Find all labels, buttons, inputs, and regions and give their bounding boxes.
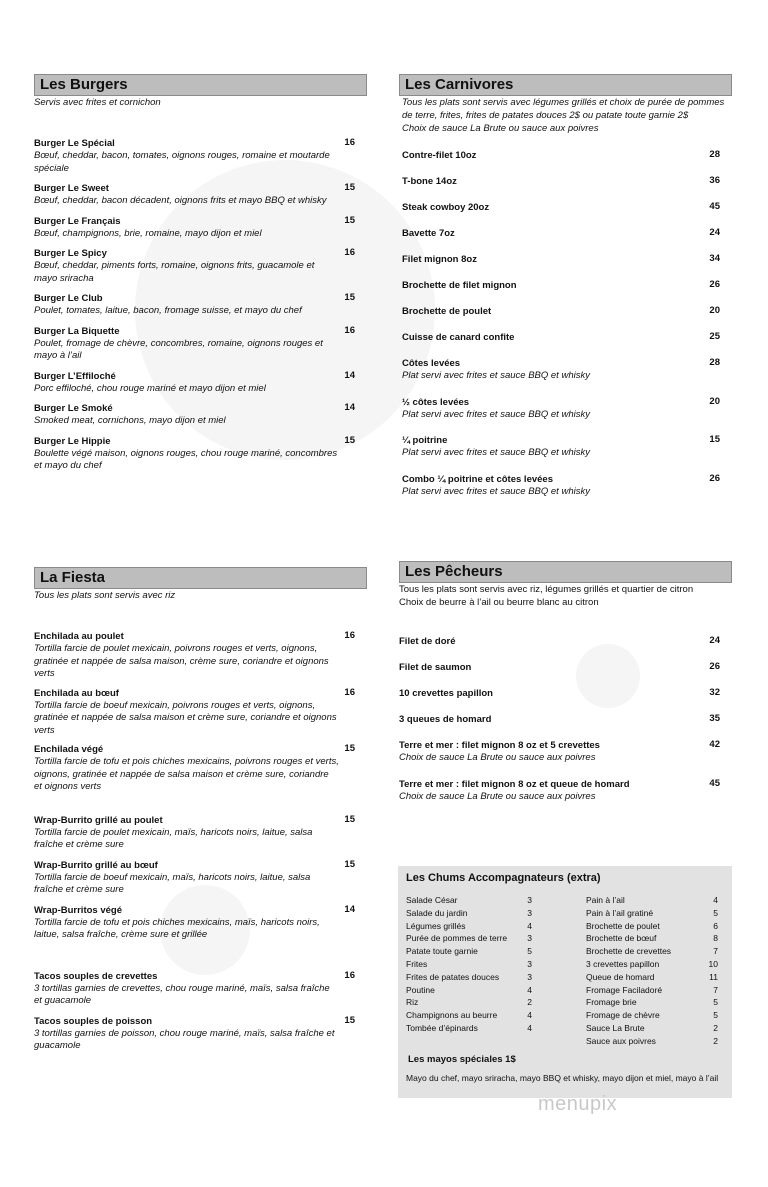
- menu-item-name: Terre et mer : filet mignon 8 oz et 5 crevettes: [399, 740, 600, 751]
- menu-item: [34, 137, 355, 175]
- menu-item-price: 35: [709, 713, 720, 724]
- menu-item: [34, 325, 355, 363]
- menu-item-name: Côtes levées: [402, 358, 461, 369]
- side-item-name: Brochette de poulet: [586, 920, 660, 931]
- menu-item-price: 16: [344, 247, 355, 258]
- menu-item: [402, 357, 720, 383]
- menu-item: [34, 402, 355, 428]
- menu-item: [399, 739, 720, 765]
- menu-item-description: Smoked meat, cornichons, mayo dijon et miel: [34, 415, 226, 426]
- menu-item: [399, 713, 720, 726]
- menu-item: [402, 175, 720, 188]
- menu-item-price: 36: [709, 175, 720, 186]
- side-item-price: 11: [709, 971, 718, 982]
- menu-item: [399, 635, 720, 648]
- side-item-name: Sauce La Brute: [586, 1022, 645, 1033]
- menu-item-name: Filet de doré: [399, 636, 456, 647]
- side-item-price: 6: [713, 920, 718, 931]
- side-item-price: 5: [713, 907, 718, 918]
- menu-item: [34, 435, 355, 473]
- menu-item-name: Enchilada au poulet: [34, 631, 124, 642]
- side-item-price: 3: [527, 971, 532, 982]
- menu-item-name: Tacos souples de poisson: [34, 1015, 153, 1027]
- side-item: [406, 907, 532, 920]
- side-item: [406, 1009, 532, 1022]
- burgers-title: Les Burgers: [34, 74, 367, 96]
- side-item: [406, 996, 532, 1009]
- menu-item: [34, 1015, 355, 1053]
- fiesta-section: [34, 567, 367, 1060]
- side-item: [586, 932, 718, 945]
- menu-item: [34, 970, 355, 1008]
- side-item-name: Patate toute garnie: [406, 946, 478, 957]
- carnivores-section: [399, 74, 732, 511]
- side-item-price: 4: [527, 920, 532, 931]
- menu-item-name: Enchilada végé: [34, 744, 104, 755]
- menu-item: [34, 859, 355, 897]
- side-item: [586, 894, 718, 907]
- menu-item-name: Filet mignon 8oz: [402, 254, 477, 265]
- side-item-price: 5: [713, 1010, 718, 1021]
- menu-item-price: 34: [709, 253, 720, 264]
- menu-item-description: Tortilla farcie de tofu et pois chiches mexicains, maïs, haricots noirs, laitue, salsa fraîche, crème sure et grillée: [34, 916, 320, 940]
- menu-item-description: Plat servi avec frites et sauce BBQ et whisky: [402, 485, 590, 497]
- menu-item-name: Burger Le Hippie: [34, 435, 111, 447]
- side-item: [586, 1022, 718, 1035]
- menu-item-name: Burger Le Spécial: [34, 138, 115, 149]
- menu-item-description: Plat servi avec frites et sauce BBQ et whisky: [402, 370, 590, 381]
- menu-item-name: Combo ¼ poitrine et côtes levées: [402, 473, 553, 485]
- menu-item: [402, 331, 720, 344]
- menu-item-description: Porc effiloché, chou rouge mariné et mayo dijon et miel: [34, 382, 266, 394]
- menu-item: [399, 778, 720, 804]
- menu-item-description: Bœuf, cheddar, piments forts, romaine, oignons frits, guacamole et mayo sriracha: [34, 260, 315, 284]
- menu-item: [34, 370, 355, 396]
- side-item-name: Fromage Faciladoré: [586, 984, 663, 995]
- menu-item-price: 26: [709, 661, 720, 672]
- carnivores-subtitle-sauce: Choix de sauce La Brute ou sauce aux poivres: [402, 123, 599, 134]
- menu-item-price: 15: [344, 743, 355, 754]
- menu-item-price: 45: [709, 777, 720, 789]
- side-item: [586, 984, 718, 997]
- side-item-name: Fromage brie: [586, 997, 637, 1008]
- menu-item-name: Cuisse de canard confite: [402, 332, 515, 343]
- menu-item: [34, 814, 355, 852]
- side-item-name: Poutine: [406, 984, 435, 995]
- menu-item-name: Burger La Biquette: [34, 325, 120, 337]
- menu-item: [402, 227, 720, 240]
- side-item: [586, 945, 718, 958]
- side-item-price: 5: [527, 946, 532, 957]
- side-item-price: 2: [713, 1035, 718, 1046]
- menu-item-price: 45: [709, 201, 720, 212]
- menu-item-price: 25: [709, 331, 720, 342]
- menu-item-name: Wrap-Burrito grillé au bœuf: [34, 859, 158, 871]
- menu-item-name: Tacos souples de crevettes: [34, 970, 158, 982]
- menu-item-price: 20: [709, 305, 720, 316]
- menu-item-description: Bœuf, cheddar, bacon, tomates, oignons rouges, romaine et moutarde spéciale: [34, 150, 330, 174]
- pecheurs-title: Les Pêcheurs: [399, 561, 732, 583]
- side-item-price: 10: [708, 958, 718, 969]
- carnivores-title: Les Carnivores: [399, 74, 732, 96]
- carnivores-subtitle: Tous les plats sont servis avec légumes grillés et choix de purée de pommes de terre, frites, frites de patates douces 2$ ou patate toute garnie 2$: [402, 97, 725, 121]
- menu-item: [34, 904, 355, 942]
- menu-item: [402, 201, 720, 214]
- menu-item: [402, 434, 720, 460]
- chums-box: [398, 866, 732, 1098]
- menu-item-name: ¼ poitrine: [402, 435, 448, 446]
- side-item-name: Champignons au beurre: [406, 1010, 498, 1021]
- menu-item-price: 15: [344, 813, 355, 825]
- pecheurs-section: [399, 561, 732, 816]
- side-item-name: Queue de homard: [586, 971, 655, 982]
- side-item-price: 5: [713, 997, 718, 1008]
- menu-item-price: 24: [709, 635, 720, 646]
- side-item-name: Salade César: [406, 895, 458, 905]
- pecheurs-subtitle: Tous les plats sont servis avec riz, légumes grillés et quartier de citron: [399, 584, 694, 595]
- menu-item-name: Burger Le Club: [34, 293, 103, 304]
- menu-item-name: 10 crevettes papillon: [399, 688, 493, 699]
- menu-item-price: 32: [709, 687, 720, 698]
- side-item-price: 3: [527, 895, 532, 905]
- pecheurs-subtitle-butter: Choix de beurre à l’ail ou beurre blanc au citron: [399, 597, 599, 608]
- menu-item-description: Poulet, tomates, laitue, bacon, fromage suisse, et mayo du chef: [34, 305, 302, 316]
- menu-item: [34, 247, 355, 285]
- menu-item-name: Burger Le Français: [34, 215, 121, 227]
- menu-item-description: Tortilla farcie de boeuf mexicain, poivrons rouges et verts, oignons, gratinée et nappée de salsa maison et crème sure, coriandre et oignons verts: [34, 699, 337, 736]
- menu-item-description: Tortilla farcie de boeuf mexicain, maïs, haricots noirs, laitue, salsa fraîche et crème sure: [34, 871, 311, 895]
- menu-item-name: ½ côtes levées: [402, 396, 470, 408]
- side-item-name: Brochette de crevettes: [586, 946, 672, 957]
- menu-item-name: Steak cowboy 20oz: [402, 202, 490, 213]
- menu-item-name: T-bone 14oz: [402, 176, 457, 187]
- side-item-name: Frites: [406, 958, 428, 969]
- side-item: [406, 920, 532, 933]
- menu-item-name: Burger Le Spicy: [34, 248, 107, 259]
- side-item-name: Fromage de chèvre: [586, 1010, 660, 1021]
- menu-item-price: 15: [344, 434, 355, 446]
- menu-item-price: 24: [709, 227, 720, 238]
- menu-item-description: Choix de sauce La Brute ou sauce aux poivres: [399, 752, 596, 763]
- side-item: [406, 958, 532, 971]
- menu-item-description: Boulette végé maison, oignons rouges, chou rouge mariné, concombres et mayo du chef: [34, 447, 338, 471]
- side-item-name: 3 crevettes papillon: [586, 958, 660, 969]
- chums-title: Les Chums Accompagnateurs (extra): [406, 872, 601, 884]
- side-item: [586, 1035, 718, 1048]
- menu-item-price: 28: [709, 149, 720, 160]
- mayo-text: Mayo du chef, mayo sriracha, mayo BBQ et whisky, mayo dijon et miel, mayo à l’ail: [406, 1073, 719, 1083]
- carnivores-list: [399, 149, 732, 498]
- menu-item-name: Contre-filet 10oz: [402, 150, 477, 161]
- menu-item-description: 3 tortillas garnies de crevettes, chou rouge mariné, maïs, salsa fraîche et guacamole: [34, 982, 330, 1006]
- fiesta-burritos: [34, 814, 367, 942]
- menu-item-name: Bavette 7oz: [402, 228, 455, 239]
- fiesta-enchiladas: [34, 630, 367, 794]
- menu-item-price: 16: [344, 324, 355, 336]
- menu-item-name: Terre et mer : filet mignon 8 oz et queue de homard: [399, 778, 630, 790]
- menu-item: [34, 215, 355, 241]
- side-item: [586, 907, 718, 920]
- side-item-price: 4: [527, 984, 532, 995]
- menu-item-description: 3 tortillas garnies de poisson, chou rouge mariné, maïs, salsa fraîche et guacamole: [34, 1027, 335, 1051]
- menu-item-description: Choix de sauce La Brute ou sauce aux poivres: [399, 790, 596, 802]
- fiesta-title: La Fiesta: [34, 567, 367, 589]
- menu-item-price: 26: [709, 472, 720, 484]
- fiesta-tacos: [34, 970, 367, 1053]
- menu-item-description: Tortilla farcie de poulet mexicain, maïs, haricots noirs, laitue, salsa fraîche et crème sure: [34, 826, 313, 850]
- menu-item-description: Plat servi avec frites et sauce BBQ et whisky: [402, 408, 590, 420]
- menu-item-name: Brochette de poulet: [402, 306, 492, 317]
- side-item-name: Frites de patates douces: [406, 971, 500, 982]
- side-item: [406, 971, 532, 984]
- menu-item-price: 14: [344, 903, 355, 915]
- menu-item: [402, 253, 720, 266]
- menu-item-price: 42: [709, 739, 720, 750]
- side-item: [586, 920, 718, 933]
- side-item-name: Pain à l’ail: [586, 895, 625, 905]
- fiesta-subtitle: Tous les plats sont servis avec riz: [34, 590, 176, 601]
- menu-item: [402, 305, 720, 318]
- side-item-price: 3: [527, 958, 532, 969]
- side-item-name: Purée de pommes de terre: [406, 933, 508, 944]
- side-item: [586, 971, 718, 984]
- side-item: [406, 984, 532, 997]
- menupix-logo: menupix: [538, 1093, 618, 1115]
- pecheurs-list: [399, 635, 732, 803]
- side-item-price: 7: [713, 984, 718, 995]
- side-item-name: Sauce aux poivres: [586, 1035, 656, 1046]
- menu-item: [34, 687, 355, 738]
- side-item-name: Pain à l’ail gratiné: [586, 907, 654, 918]
- menu-item: [402, 473, 720, 499]
- menu-item-price: 20: [709, 395, 720, 407]
- menu-item-price: 14: [344, 369, 355, 381]
- chums-left-list: [406, 894, 532, 1035]
- mayo-title: Les mayos spéciales 1$: [408, 1054, 516, 1065]
- side-item-price: 4: [527, 1022, 532, 1033]
- menu-item-name: Wrap-Burritos végé: [34, 904, 122, 916]
- side-item: [406, 1022, 532, 1035]
- side-item: [406, 894, 532, 907]
- side-item-price: 2: [527, 997, 532, 1008]
- side-item: [586, 958, 718, 971]
- side-item: [586, 996, 718, 1009]
- menu-item-name: Wrap-Burrito grillé au poulet: [34, 814, 163, 826]
- menu-item-description: Plat servi avec frites et sauce BBQ et whisky: [402, 447, 590, 458]
- menu-item-price: 16: [344, 969, 355, 981]
- menu-item: [399, 687, 720, 700]
- menu-item-price: 15: [344, 858, 355, 870]
- side-item: [406, 932, 532, 945]
- menu-item-description: Bœuf, champignons, brie, romaine, mayo dijon et miel: [34, 227, 262, 239]
- chums-right-list: [586, 894, 718, 1048]
- menu-item-price: 15: [344, 214, 355, 226]
- menu-item: [402, 149, 720, 162]
- menu-item-description: Tortilla farcie de poulet mexicain, poivrons rouges et verts, oignons, gratinée et nappée de salsa maison, crème sure, coriandre et oignons verts: [34, 643, 329, 679]
- menu-item-price: 15: [709, 434, 720, 445]
- side-item-price: 3: [527, 933, 532, 944]
- menu-item: [402, 279, 720, 292]
- menu-item-name: Burger Le Smoké: [34, 403, 113, 414]
- side-item-price: 8: [713, 933, 718, 944]
- side-item-price: 4: [713, 895, 718, 905]
- menu-item-description: Bœuf, cheddar, bacon décadent, oignons frits et mayo BBQ et whisky: [34, 195, 327, 206]
- side-item-name: Riz: [406, 997, 419, 1008]
- menu-item-description: Poulet, fromage de chèvre, concombres, romaine, oignons rouges et mayo à l’ail: [34, 337, 323, 361]
- side-item-name: Brochette de bœuf: [586, 933, 657, 944]
- menu-item: [34, 743, 355, 794]
- side-item: [586, 1009, 718, 1022]
- menu-item-name: Burger Le Sweet: [34, 183, 109, 194]
- burgers-subtitle: Servis avec frites et cornichon: [34, 97, 161, 108]
- menu-item-description: Tortilla farcie de tofu et pois chiches mexicains, poivrons rouges et verts, oignons, gratinée et nappée de salsa maison et crème sure, coriandre et oignons verts: [34, 756, 339, 792]
- menu-item-price: 28: [709, 357, 720, 368]
- side-item-price: 3: [527, 907, 532, 918]
- menu-item-name: Enchilada au bœuf: [34, 687, 119, 699]
- menu-item: [402, 396, 720, 422]
- side-item-price: 7: [713, 946, 718, 957]
- side-item-name: Légumes grillés: [406, 920, 466, 931]
- menu-item-price: 16: [344, 630, 355, 641]
- burgers-list: [34, 137, 367, 473]
- menu-item-price: 15: [344, 1014, 355, 1026]
- menu-item-name: Brochette de filet mignon: [402, 280, 517, 291]
- menu-item-name: Burger L’Effiloché: [34, 370, 116, 382]
- side-item-price: 2: [713, 1022, 718, 1033]
- menu-item-price: 15: [344, 292, 355, 303]
- menu-item: [34, 182, 355, 208]
- menu-item: [34, 292, 355, 318]
- side-item-name: Tombée d’épinards: [406, 1022, 478, 1033]
- menu-item-name: Filet de saumon: [399, 662, 472, 673]
- menu-item: [399, 661, 720, 674]
- menu-item-price: 16: [344, 686, 355, 698]
- side-item-price: 4: [527, 1010, 532, 1021]
- side-item-name: Salade du jardin: [406, 907, 468, 918]
- menu-item-price: 26: [709, 279, 720, 290]
- menu-item-name: 3 queues de homard: [399, 714, 492, 725]
- menu-item-price: 16: [344, 137, 355, 148]
- menu-item: [34, 630, 355, 681]
- burgers-section: [34, 74, 367, 480]
- menu-item-price: 15: [344, 182, 355, 193]
- side-item: [406, 945, 532, 958]
- menu-item-price: 14: [344, 402, 355, 413]
